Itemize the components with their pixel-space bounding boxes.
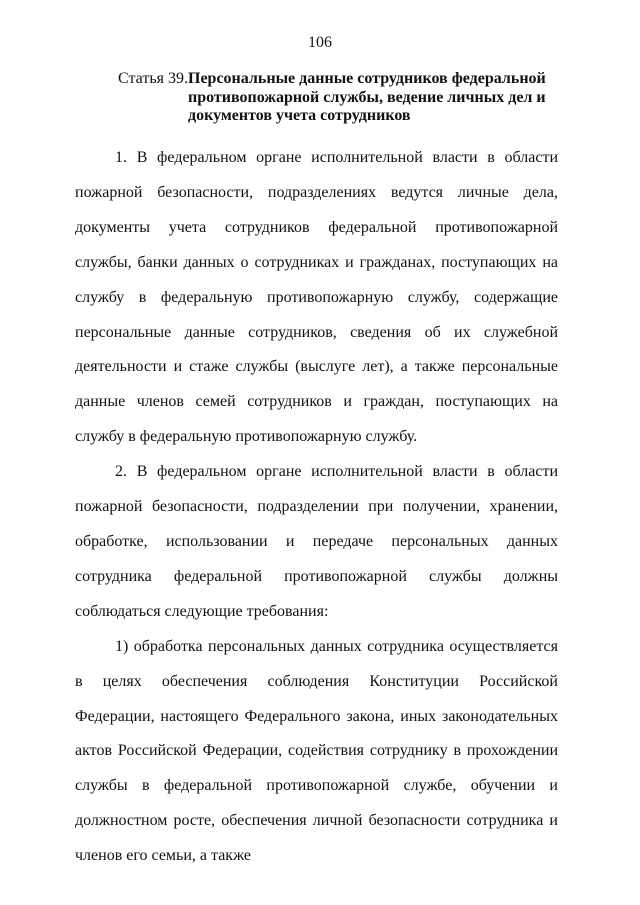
paragraph-3: 1) обработка персональных данных сотрудника осуществляется в целях обеспечения соблюдения Конституции Российской Федерации, настоящего Федерального закона, иных законодательных актов Российской Федерации, содействия сотруднику в прохождении службы в федеральной противопожарной службе, обучении и должностном росте, обеспечения личной безопасности сотрудника и членов его семьи, а также [75,637,558,865]
paragraph-2: 2. В федеральном органе исполнительной власти в области пожарной безопасности, подразделении при получении, хранении, обработке, использовании и передаче персональных данных сотрудника федеральной противопожарной службы должны соблюдаться следующие требования: [75,463,558,620]
article-title: Персональные данные сотрудников федеральной противопожарной службы, ведение личных дел и документов учета сотрудников [188,70,546,124]
article-label: Статья 39. [118,70,188,87]
paragraph-1: 1. В федеральном органе исполнительной власти в области пожарной безопасности, подразделениях ведутся личные дела, документы учета сотрудников федеральной противопожарной службы, банки данных о сотрудниках и гражданах, поступающих на службу в федеральную противопожарную службу, содержащие персональные данные сотрудников, сведения об их служебной деятельности и стаже службы (выслуге лет), а также персональные данные членов семей сотрудников и граждан, поступающих на службу в федеральную противопожарную службу. [75,149,558,446]
page-number: 106 [308,34,332,51]
article-body [75,141,558,874]
